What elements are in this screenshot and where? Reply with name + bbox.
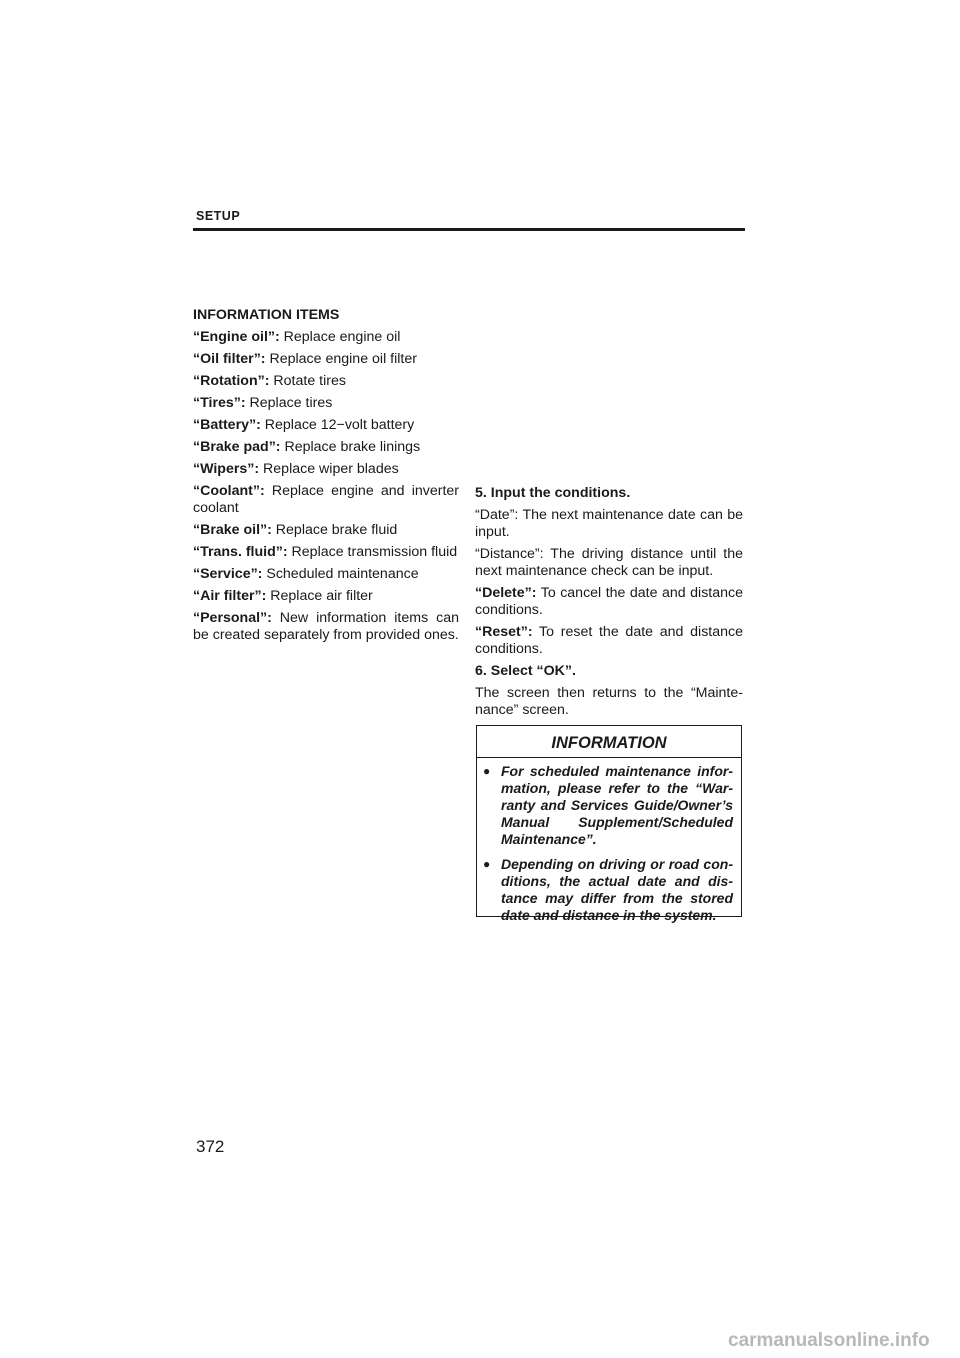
item-text: Replace engine oil filter [269, 351, 417, 367]
item-brake-oil [193, 522, 459, 539]
item-text: New information items can be created separately from provided ones. [193, 610, 459, 643]
item-text: Replace tires [249, 395, 333, 411]
header-divider [193, 228, 745, 231]
reset-label: “Reset”: [475, 624, 533, 640]
item-label: “Personal”: [193, 610, 272, 626]
item-wipers [193, 461, 459, 478]
item-trans-fluid [193, 544, 459, 561]
item-text: Replace brake linings [284, 439, 421, 455]
item-battery [193, 417, 459, 434]
item-service [193, 566, 459, 583]
footer-watermark: carmanualsonline.info [728, 1330, 930, 1351]
item-label: “Engine oil”: [193, 329, 280, 345]
information-items-column [193, 307, 459, 649]
section-header: SETUP [196, 209, 241, 223]
bullet-text: For scheduled maintenance infor- mation, please refer to the “War- ranty and Services Guide/Owner’s Manual Supplement/Scheduled Maintenance”. [501, 763, 733, 847]
item-brake-pad [193, 439, 459, 456]
item-tires [193, 395, 459, 412]
distance-description: “Distance”: The driving distance until the next maintenance check can be input. [475, 546, 743, 579]
information-bullet [483, 856, 733, 924]
delete-text: To cancel the date and distance conditions. [475, 585, 743, 618]
item-text: Replace 12−volt battery [264, 417, 415, 433]
item-label: “Brake pad”: [193, 439, 281, 455]
information-bullets [477, 758, 741, 924]
bullet-dot-icon: ● [483, 857, 491, 871]
item-text: Replace transmission fluid [291, 544, 458, 560]
page-number: 372 [196, 1137, 225, 1156]
item-air-filter [193, 588, 459, 605]
item-personal [193, 610, 459, 644]
date-description: “Date”: The next maintenance date can be input. [475, 507, 743, 540]
item-label: “Coolant”: [193, 483, 265, 499]
item-text: Replace brake fluid [275, 522, 398, 538]
item-label: “Rotation”: [193, 373, 270, 389]
delete-description [475, 585, 743, 619]
return-description: The screen then returns to the “Mainte- nance” screen. [475, 685, 743, 718]
item-text: Rotate tires [273, 373, 346, 389]
item-text: Replace wiper blades [263, 461, 399, 477]
item-label: “Oil filter”: [193, 351, 266, 367]
item-label: “Air filter”: [193, 588, 267, 604]
item-label: “Brake oil”: [193, 522, 272, 538]
item-label: “Battery”: [193, 417, 261, 433]
item-coolant [193, 483, 459, 517]
item-oil-filter [193, 351, 459, 368]
item-text: Scheduled maintenance [266, 566, 419, 582]
bullet-text: Depending on driving or road con- ditions, the actual date and dis- tance may differ from the stored date and distance in the system. [501, 856, 733, 923]
step-5-heading: 5. Input the conditions. [475, 485, 631, 501]
item-text: Replace engine oil [283, 329, 401, 345]
item-text: Replace engine and inverter coolant [193, 483, 459, 516]
item-label: “Wipers”: [193, 461, 260, 477]
item-label: “Tires”: [193, 395, 246, 411]
item-engine-oil [193, 329, 459, 346]
information-box [476, 725, 742, 923]
reset-text: To reset the date and distance conditions. [475, 624, 743, 657]
conditions-column [475, 485, 743, 724]
item-label: “Trans. fluid”: [193, 544, 288, 560]
reset-description [475, 624, 743, 658]
item-text: Replace air filter [270, 588, 373, 604]
item-label: “Service”: [193, 566, 263, 582]
information-items-heading: INFORMATION ITEMS [193, 307, 340, 323]
item-rotation [193, 373, 459, 390]
step-6-heading: 6. Select “OK”. [475, 663, 576, 679]
information-bullet [483, 763, 733, 848]
bullet-dot-icon: ● [483, 764, 491, 778]
information-box-title: INFORMATION [477, 726, 741, 758]
delete-label: “Delete”: [475, 585, 537, 601]
